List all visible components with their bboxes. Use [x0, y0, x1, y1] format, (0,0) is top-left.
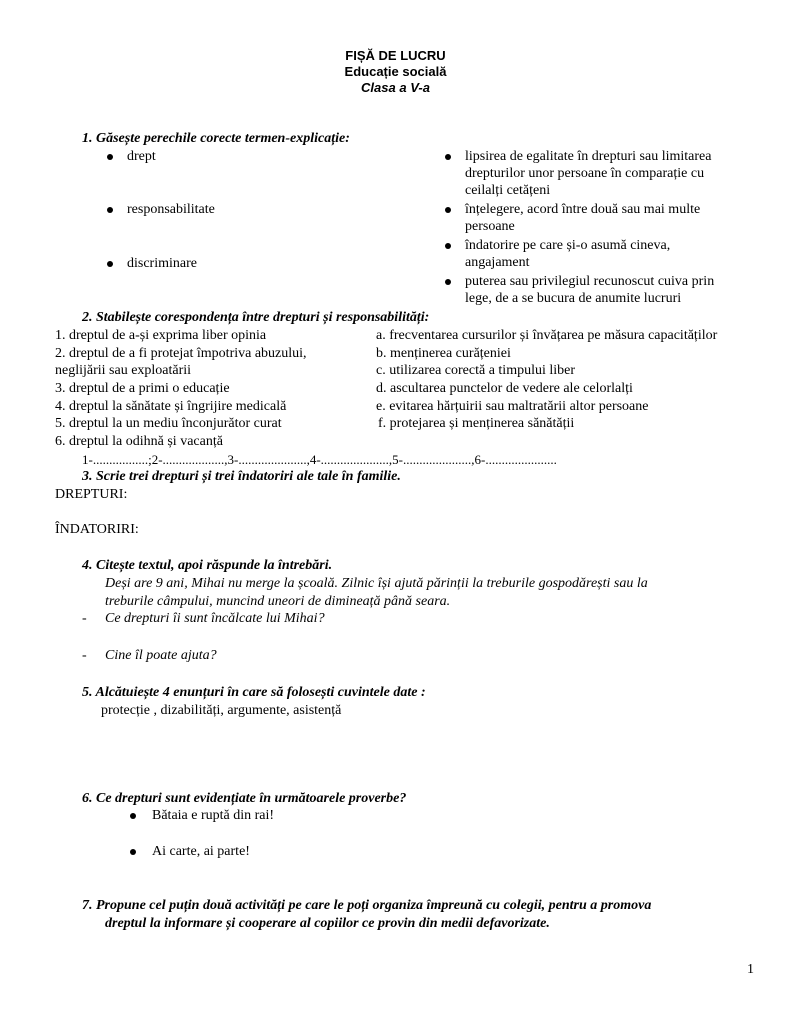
q3-duties-label: ÎNDATORIRI: — [55, 522, 139, 537]
q6-proverb-2: Ai carte, ai parte! — [152, 844, 250, 859]
q2-answer-line: 1-.................;2-...................,3-.....................,4-.....................,5-.....................,6-...................... — [82, 452, 557, 467]
q2-right-4: 4. dreptul la sănătate și îngrijire medicală — [55, 399, 287, 414]
q1-term-responsabilitate: responsabilitate — [127, 202, 215, 217]
q2-resp-f: f. protejarea și menținerea sănătății — [378, 416, 575, 431]
q6-prompt: 6. Ce drepturi sunt evidențiate în următoarele proverbe? — [82, 791, 407, 806]
bullet-icon — [107, 154, 113, 160]
q2-prompt: 2. Stabilește corespondența între drepturi și responsabilități: — [82, 310, 430, 325]
q5-prompt: 5. Alcătuiește 4 enunțuri în care să folosești cuvintele date : — [82, 685, 426, 700]
dash: - — [82, 611, 87, 626]
bullet-icon — [107, 207, 113, 213]
q4-question-1: Ce drepturi îi sunt încălcate lui Mihai? — [105, 611, 325, 626]
q2-resp-b: b. menținerea curățeniei — [376, 346, 511, 361]
q1-term-discriminare: discriminare — [127, 256, 197, 271]
q4-prompt: 4. Citește textul, apoi răspunde la întrebări. — [82, 558, 333, 573]
bullet-icon — [445, 243, 451, 249]
bullet-icon — [107, 261, 113, 267]
q2-right-2-cont: neglijării sau exploatării — [55, 363, 192, 378]
q2-resp-d: d. ascultarea punctelor de vedere ale celorlalți — [376, 381, 633, 396]
page-number: 1 — [747, 962, 754, 977]
q1-explanation-line: angajament — [465, 255, 530, 270]
q1-explanation-line: lipsirea de egalitate în drepturi sau limitarea — [465, 149, 712, 164]
q2-right-5: 5. dreptul la un mediu înconjurător curat — [55, 416, 282, 431]
q2-resp-e: e. evitarea hărțuirii sau maltratării altor persoane — [376, 399, 649, 414]
q1-explanation-line: drepturilor unor persoane în comparație cu — [465, 166, 705, 181]
q7-prompt-line-2: dreptul la informare și cooperare al copiilor ce provin din medii defavorizate. — [105, 916, 550, 931]
q2-right-2: 2. dreptul de a fi protejat împotriva abuzului, — [55, 346, 307, 361]
q1-prompt: 1. Găsește perechile corecte termen-explicație: — [82, 131, 350, 146]
q1-explanation-line: îndatorire pe care și-o asumă cineva, — [465, 238, 671, 253]
q1-explanation-line: lege, de a se bucura de anumite lucruri — [465, 291, 682, 306]
q2-right-1: 1. dreptul de a-și exprima liber opinia — [55, 328, 267, 343]
dash: - — [82, 648, 87, 663]
bullet-icon — [130, 813, 136, 819]
q2-right-6: 6. dreptul la odihnă și vacanță — [55, 434, 223, 449]
q3-rights-label: DREPTURI: — [55, 487, 128, 502]
bullet-icon — [445, 279, 451, 285]
q4-text-line: treburile câmpului, muncind uneori de dimineață până seara. — [105, 594, 451, 609]
bullet-icon — [130, 849, 136, 855]
q6-proverb-1: Bătaia e ruptă din rai! — [152, 808, 275, 823]
q1-term-drept: drept — [127, 149, 156, 164]
q3-prompt: 3. Scrie trei drepturi și trei îndatoriri ale tale în familie. — [82, 469, 401, 484]
bullet-icon — [445, 154, 451, 160]
q2-right-3: 3. dreptul de a primi o educație — [55, 381, 230, 396]
q1-explanation-line: puterea sau privilegiul recunoscut cuiva prin — [465, 274, 715, 289]
q1-explanation-line: ceilalți cetățeni — [465, 183, 551, 198]
q7-prompt-line-1: 7. Propune cel puțin două activități pe care le poți organiza împreună cu colegii, pentru a promova — [82, 898, 652, 913]
bullet-icon — [445, 207, 451, 213]
q5-words: protecție , dizabilități, argumente, asistență — [101, 703, 342, 718]
worksheet-title: FIȘĂ DE LUCRU — [345, 48, 446, 63]
q4-text-line: Deși are 9 ani, Mihai nu merge la școală. Zilnic își ajută părinții la treburile gospodărești sau la — [105, 576, 648, 591]
q1-explanation-line: persoane — [465, 219, 515, 234]
q1-explanation-line: înțelegere, acord între două sau mai multe — [465, 202, 701, 217]
q4-question-2: Cine îl poate ajuta? — [105, 648, 217, 663]
q2-resp-c: c. utilizarea corectă a timpului liber — [376, 363, 576, 378]
q2-resp-a: a. frecventarea cursurilor și învățarea pe măsura capacităților — [376, 328, 718, 343]
subject-title: Educație socială — [344, 64, 447, 79]
grade-title: Clasa a V-a — [361, 80, 430, 95]
